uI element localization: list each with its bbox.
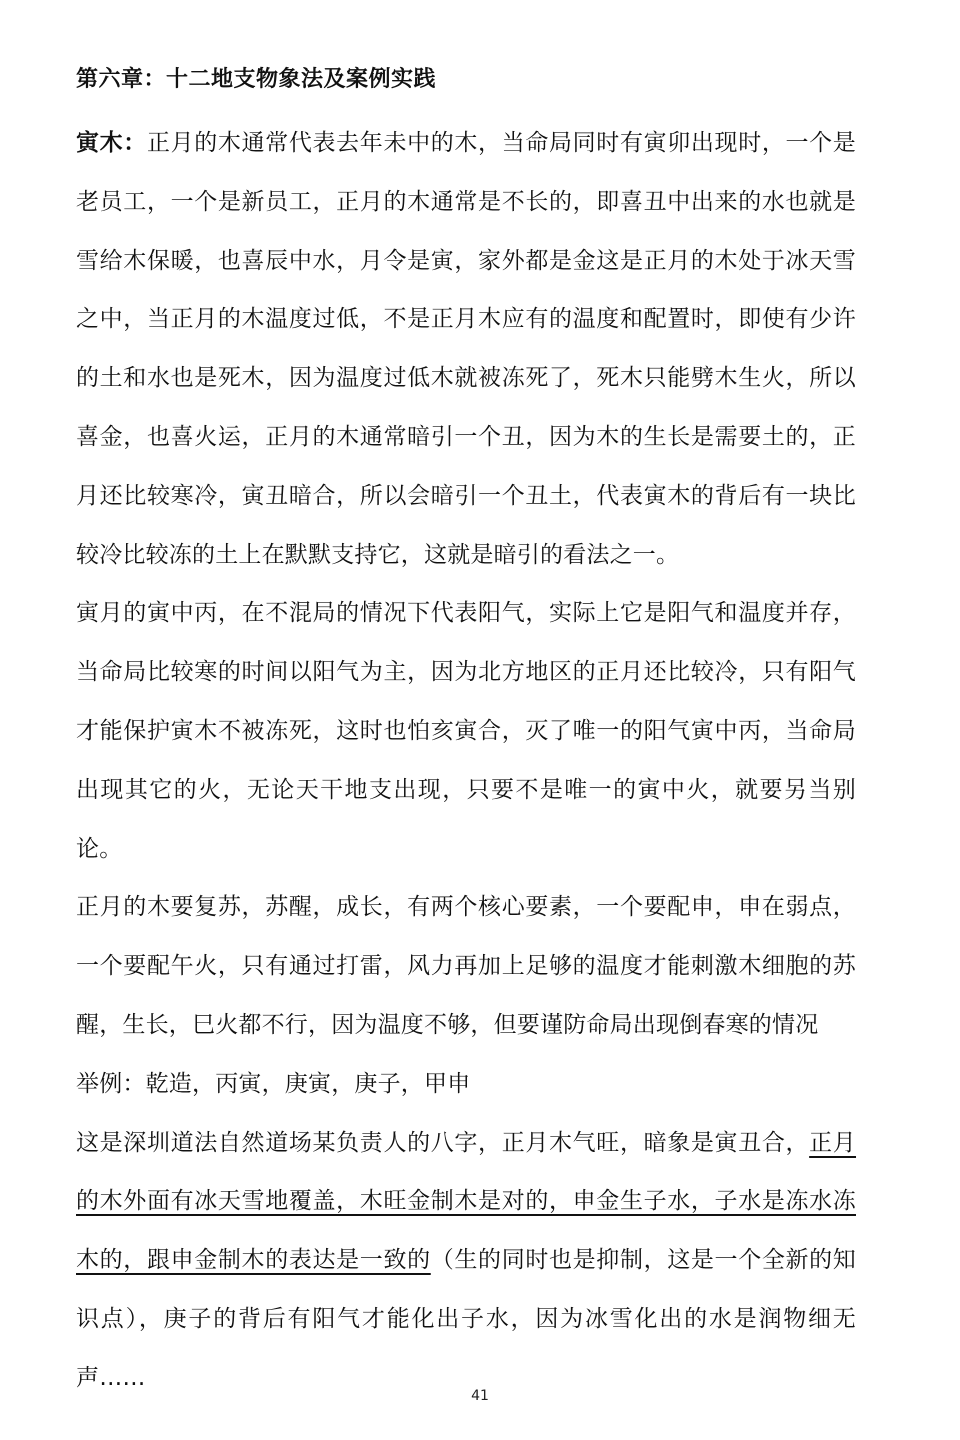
paragraph-text: （生的同时也是抑制，这是一个全新的知识点），庚子的背后有阳气才能化出子水，因为冰雪化出的水是润物细无声…… <box>76 1247 856 1391</box>
page-content <box>76 58 856 1408</box>
page-number: 41 <box>471 1388 489 1404</box>
paragraph-yin-wood <box>76 114 856 584</box>
paragraph-text: 寅月的寅中丙，在不混局的情况下代表阳气，实际上它是阳气和温度并存，当命局比较寒的时间以阳气为主，因为北方地区的正月还比较冷，只有阳气才能保护寅木不被冻死，这时也怕亥寅合，灭了唯一的阳气寅中丙，当命局出现其它的火，无论天干地支出现，只要不是唯一的寅中火，就要另当别论。 <box>76 600 856 862</box>
paragraph-text: 正月的木要复苏，苏醒，成长，有两个核心要素，一个要配申，申在弱点，一个要配午火，只有通过打雷，风力再加上足够的温度才能刺激木细胞的苏醒，生长，巳火都不行，因为温度不够，但要谨防命局出现倒春寒的情况 <box>76 894 856 1038</box>
paragraph-text: 这是深圳道法自然道场某负责人的八字，正月木气旺，暗象是寅丑合， <box>76 1129 810 1156</box>
example-text: 举例：乾造，丙寅，庚寅，庚子，甲申 <box>76 1070 471 1097</box>
underlined-text: 正月的木外面有冰天雪地覆盖，木旺金制木是对的，申金生子水，子水是冻水冻木的，跟申金制木的表达是一致的 <box>76 1129 857 1274</box>
chapter-title: 第六章：十二地支物象法及案例实践 <box>76 67 437 92</box>
paragraph-case-analysis <box>76 1114 856 1408</box>
paragraph-example <box>76 1055 856 1114</box>
paragraph-revival <box>76 878 856 1054</box>
paragraph-yin-month-bing <box>76 584 856 878</box>
paragraph-text: 正月的木通常代表去年未中的木，当命局同时有寅卯出现时，一个是老员工，一个是新员工，正月的木通常是不长的，即喜丑中出来的水也就是雪给木保暖，也喜辰中水，月令是寅，家外都是金这是正月的木处于冰天雪之中，当正月的木温度过低，不是正月木应有的温度和配置时，即使有少许的土和水也是死木，因为温度过低木就被冻死了，死木只能劈木生火，所以喜金，也喜火运，正月的木通常暗引一个丑，因为木的生长是需要土的，正月还比较寒冷，寅丑暗合，所以会暗引一个丑土，代表寅木的背后有一块比较冷比较冻的土上在默默支持它，这就是暗引的看法之一。 <box>76 130 856 568</box>
paragraph-lead: 寅木： <box>76 130 147 156</box>
